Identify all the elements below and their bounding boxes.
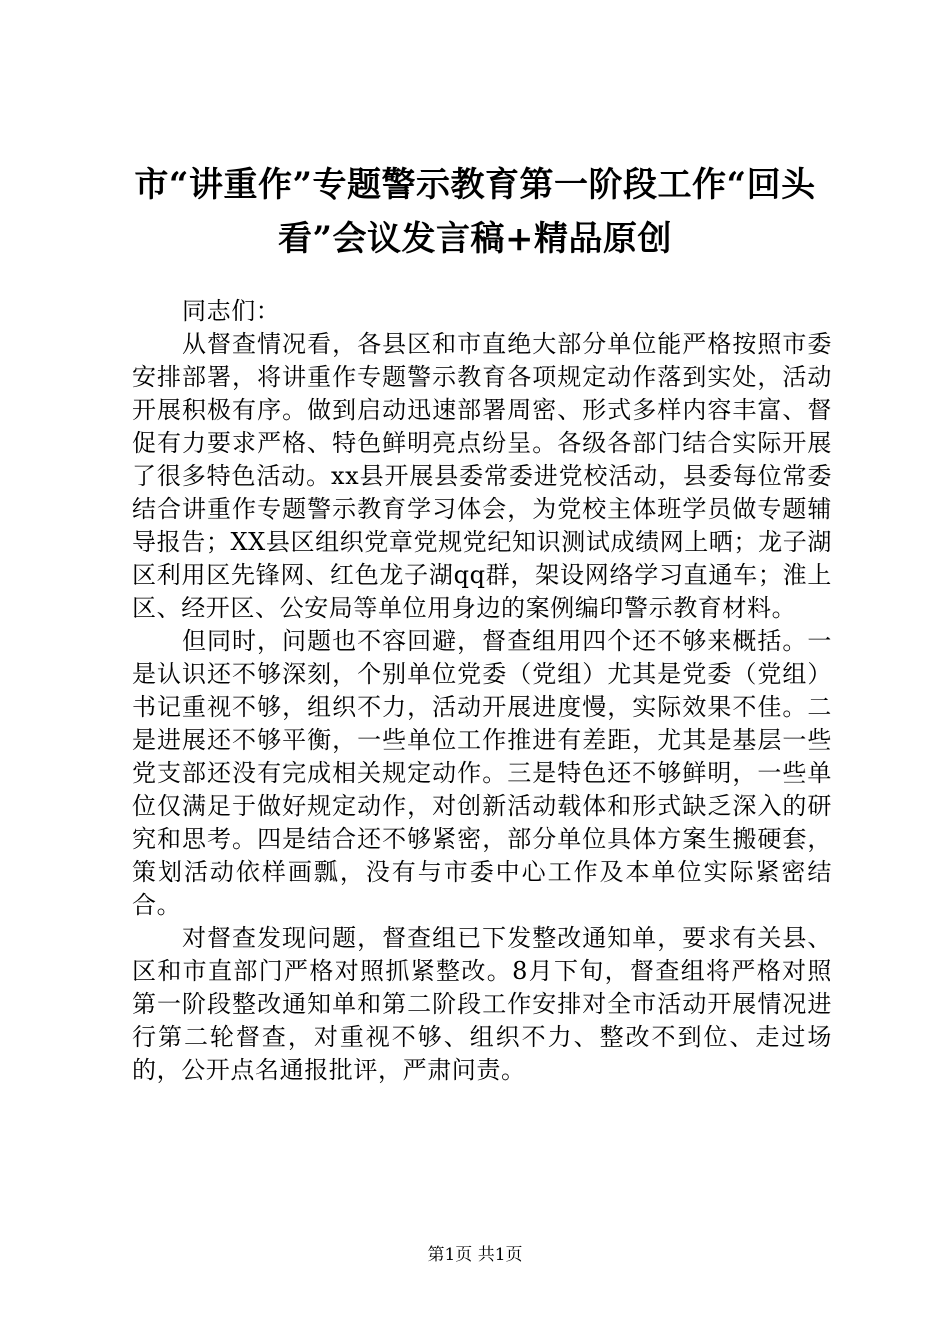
document-body: [132, 295, 832, 1087]
salutation: 同志们：: [182, 297, 281, 325]
paragraph-2: 但同时，问题也不容回避，督查组用四个还不够来概括。一是认识还不够深刻，个别单位党委（党组）尤其是党委（党组）书记重视不够，组织不力，活动开展进度慢，实际效果不佳。二是进展还不够平衡，一些单位工作推进有差距，尤其是基层一些党支部还没有完成相关规定动作。三是特色还不够鲜明，一些单位仅满足于做好规定动作，对创新活动载体和形式缺乏深入的研究和思考。四是结合还不够紧密，部分单位具体方案生搬硬套，策划活动依样画瓢，没有与市委中心工作及本单位实际紧密结合。: [132, 627, 832, 919]
page-footer: 第1页 共1页: [427, 1245, 523, 1265]
paragraph-1: 从督查情况看，各县区和市直绝大部分单位能严格按照市委安排部署，将讲重作专题警示教育各项规定动作落到实处，活动开展积极有序。做到启动迅速部署周密、形式多样内容丰富、督促有力要求严格、特色鲜明亮点纷呈。各级各部门结合实际开展了很多特色活动。xx县开展县委常委进党校活动，县委每位常委结合讲重作专题警示教育学习体会，为党校主体班学员做专题辅导报告；XX县区组织党章党规党纪知识测试成绩网上晒；龙子湖区利用区先锋网、红色龙子湖qq群，架设网络学习直通车；淮上区、经开区、公安局等单位用身边的案例编印警示教育材料。: [132, 330, 832, 622]
document-title: 市“讲重作”专题警示教育第一阶段工作“回头看”会议发言稿+精品原创: [134, 165, 816, 259]
paragraph-3: 对督查发现问题，督查组已下发整改通知单，要求有关县、区和市直部门严格对照抓紧整改。8月下旬，督查组将严格对照第一阶段整改通知单和第二阶段工作安排对全市活动开展情况进行第二轮督查，对重视不够、组织不力、整改不到位、走过场的，公开点名通报批评，严肃问责。: [132, 924, 832, 1084]
